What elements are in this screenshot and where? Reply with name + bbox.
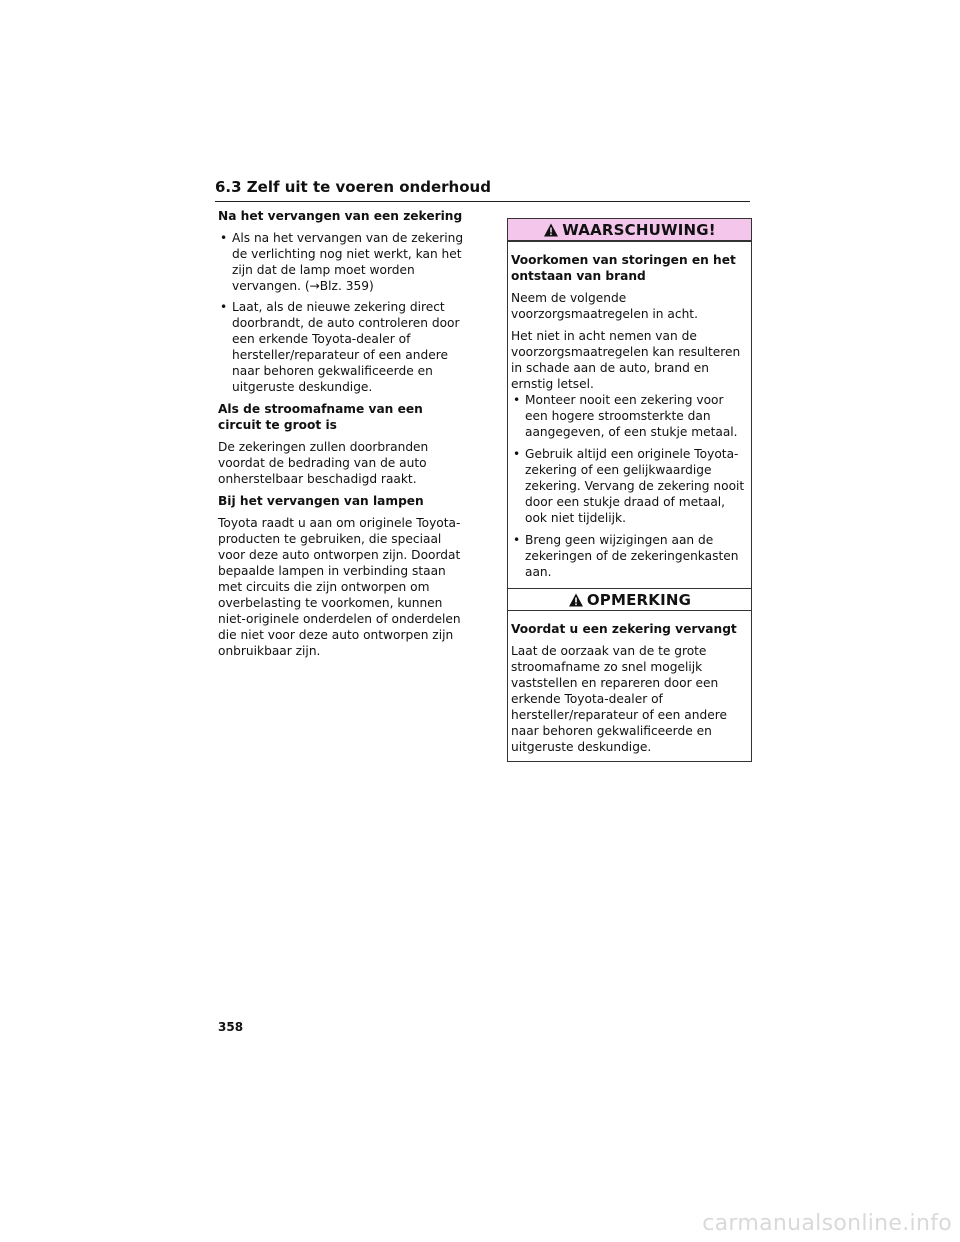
list-item: • Breng geen wijzigingen aan de zekeringen of de zekeringenkasten aan. <box>511 532 748 580</box>
section1-title: Na het vervangen van een zekering <box>218 209 463 223</box>
warning-triangle-icon <box>543 222 559 238</box>
section3-text: Toyota raadt u aan om originele Toyota-producten te gebruiken, die speciaal voor deze auto ontworpen zijn. Doordat bepaalde lampen in verbinding staan met circuits die zijn ontworpen om overbelasting te voorkomen, kunnen niet-originele onderdelen of onderdelen die niet voor deze auto ontworpen zijn onbruikbaar zijn. <box>218 516 461 658</box>
note-body <box>508 611 751 761</box>
page-number: 358 <box>218 1020 244 1034</box>
warning-list <box>511 392 748 580</box>
section-header <box>215 177 750 202</box>
warning-text-2: Het niet in acht nemen van de voorzorgsmaatregelen kan resulteren in schade aan de auto, brand en ernstig letsel. <box>511 329 741 391</box>
note-text: Laat de oorzaak van de te grote stroomafname zo snel mogelijk vaststellen en repareren door een erkende Toyota-dealer of hersteller/reparateur of een andere naar behoren gekwalificeerde en uitgeruste deskundige. <box>511 644 727 754</box>
note-header <box>508 589 751 611</box>
section1-list <box>218 230 470 395</box>
warning-label: WAARSCHUWING! <box>562 220 716 239</box>
list-item: • Laat, als de nieuwe zekering direct doorbrandt, de auto controleren door een erkende Toyota-dealer of hersteller/reparateur of een andere naar behoren gekwalificeerde en uitgeruste deskundige. <box>218 299 470 395</box>
caution-triangle-icon <box>568 592 584 608</box>
warning-text-1: Neem de volgende voorzorgsmaatregelen in acht. <box>511 291 698 321</box>
section2-title: Als de stroomafname van een circuit te groot is <box>218 402 423 432</box>
warning-header <box>508 219 751 242</box>
note-subtitle: Voordat u een zekering vervangt <box>511 622 737 636</box>
watermark: carmanualsonline.info <box>702 1211 952 1236</box>
list-item: • Monteer nooit een zekering voor een hogere stroomsterkte dan aangegeven, of een stukje metaal. <box>511 392 748 440</box>
warning-subtitle: Voorkomen van storingen en het ontstaan van brand <box>511 253 736 283</box>
section2-text: De zekeringen zullen doorbranden voordat de bedrading van de auto onherstelbaar beschadigd raakt. <box>218 440 429 486</box>
list-item: • Gebruik altijd een originele Toyota-zekering of een gelijkwaardige zekering. Vervang de zekering nooit door een stukje draad of metaal, ook niet tijdelijk. <box>511 446 748 526</box>
note-box <box>507 588 752 762</box>
warning-body <box>508 242 751 592</box>
section-title: 6.3 Zelf uit te voeren onderhoud <box>215 178 491 196</box>
note-label: OPMERKING <box>586 590 692 609</box>
section3-title: Bij het vervangen van lampen <box>218 494 424 508</box>
warning-box <box>507 218 752 593</box>
left-column <box>218 208 470 665</box>
list-item: • Als na het vervangen van de zekering de verlichting nog niet werkt, kan het zijn dat de lamp moet worden vervangen. (→Blz. 359) <box>218 230 470 294</box>
